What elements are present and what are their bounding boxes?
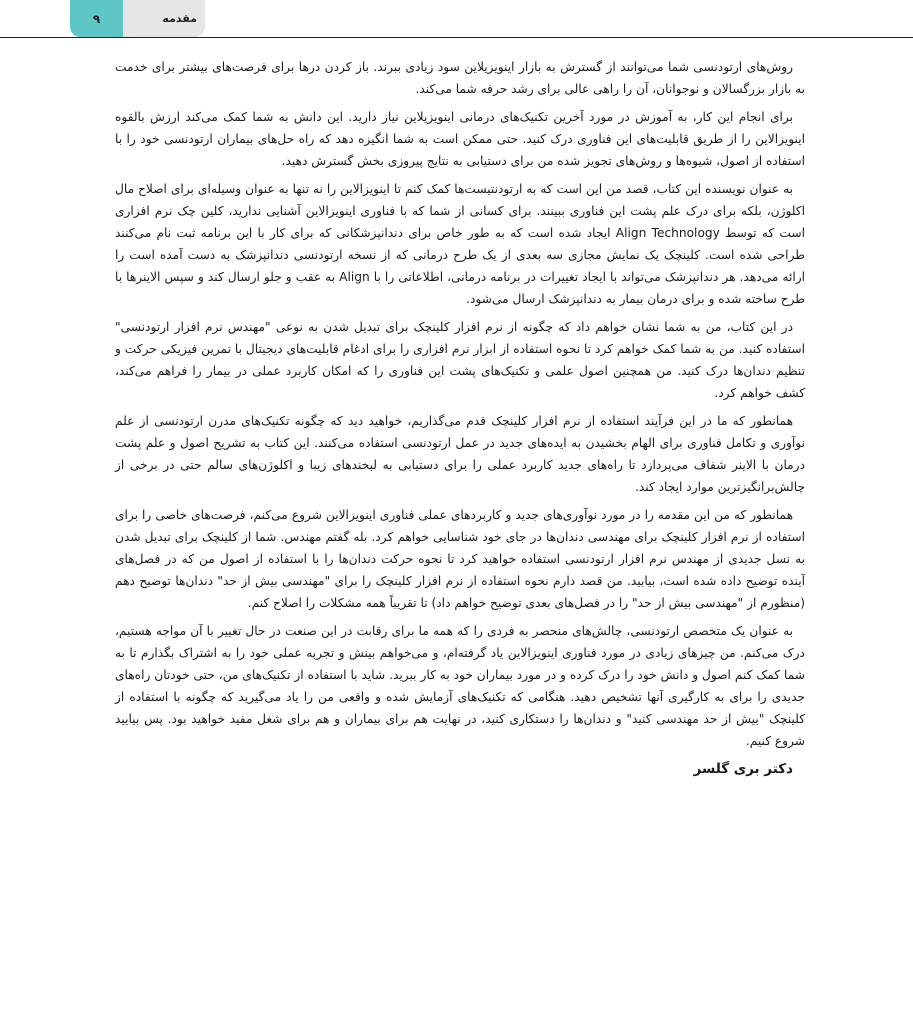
page-number: ۹ xyxy=(70,0,123,37)
author-signature: دکتر بری گلسر xyxy=(693,761,793,777)
paragraph-2: برای انجام این کار، به آموزش در مورد آخرین تکنیک‌های درمانی اینویزیلاین نیاز دارید. این دانش به شما کمک می‌کند ارزش بالقوه اینویزالاین را از طریق قابلیت‌های این فناوری درک کنید. حتی ممکن است به شما انگیزه دهد که راه حل‌های بیماران ارتودنسی خود را با استفاده از اصول، شیوه‌ها و روش‌های تجویز شده من برای دستیابی به نتایج پیروزی بخش گسترش دهید. xyxy=(115,110,805,168)
paragraph-7: به عنوان یک متخصص ارتودنسی، چالش‌های منحصر به فردی را که همه ما برای رقابت در این صنعت در حال تغییر با آن مواجه هستیم، درک می‌کنم. من چیزهای زیادی در مورد فناوری اینویزالاین یاد گرفته‌ام، و می‌خواهم بینش و تجربه عملی خود را به اشتراک بگذارم تا به شما کمک کنم اصول و دانش خود را درک کرده و در مورد بیماران خود به کار ببرید. شاید با استفاده از تکنیک‌های من، حتی خودتان راه‌های جدیدی را برای به کارگیری آنها تشخیص دهید. هنگامی که تکنیک‌های آزمایش شده و واقعی من را یاد می‌گیرید که چگونه با استفاده از کلینچک "بیش از حد مهندسی کنید" و دندان‌ها را دستکاری کنید، در نهایت هم برای بیماران و هم برای شغل مفید خواهید بود. پس بیایید شروع کنیم. xyxy=(115,624,805,748)
page-body xyxy=(115,56,805,1016)
header-divider xyxy=(0,37,913,38)
paragraph-4: در این کتاب، من به شما نشان خواهم داد که چگونه از نرم افزار کلینچک برای تبدیل شدن به نوعی "مهندس نرم افزار ارتودنسی" استفاده کنید. من به شما کمک خواهم کرد تا نحوه استفاده از ابزار نرم افزاری را برای ادغام قابلیت‌های دیجیتال با تمرین فیزیکی حرکت و تنظیم دندان‌ها درک کنید. من همچنین اصول علمی و تکنیک‌های پشت این فناوری را که امکان کاربرد عملی در بیمار را فراهم می‌کند، کشف خواهم کرد. xyxy=(115,320,805,400)
chapter-title: مقدمه xyxy=(123,0,205,37)
paragraph-5: همانطور که ما در این فرآیند استفاده از نرم افزار کلینچک قدم می‌گذاریم، خواهید دید که چگونه تکنیک‌های مدرن ارتودنسی از علم نوآوری و تکامل فناوری برای الهام بخشیدن به ایده‌های جدید در عمل ارتودنسی استفاده می‌کنند. این کتاب به تشریح اصول و علم پشت درمان با الاینر شفاف می‌پردازد تا راه‌های جدید کاربرد عملی را برای دستیابی به لبخندهای زیبا و اکلوژن‌های سالم حتی در برخی از چالش‌برانگیزترین موارد ایجاد کند. xyxy=(115,414,805,494)
paragraph-1: روش‌های ارتودنسی شما می‌توانند از گسترش به بازار اینویزیلاین سود زیادی ببرند. باز کردن درها برای فرصت‌های بیشتر برای خدمت به بازار بزرگسالان و نوجوانان، آن را راهی عالی برای رشد حرفه شما می‌کند. xyxy=(115,60,805,96)
paragraph-3: به عنوان نویسنده این کتاب، قصد من این است که به ارتودنتیست‌ها کمک کنم تا اینویزالاین را نه تنها به عنوان وسیله‌ای برای اصلاح مال اکلوژن، بلکه برای درک علم پشت این فناوری ببینند. برای کسانی از شما که با فناوری اینویزالاین آشنایی ندارید، کلین چک نرم افزاری است که توسط Align Technology ایجاد شده است که به طور خاص برای دندانپزشکانی که برای کار با این برنامه ثبت نام می‌کنند طراحی شده است. کلینچک یک نمایش مجازی سه بعدی از یک طرح درمانی که از نسخه ارتودنسی دندانپزشک به دست آمده است را ارائه می‌دهد. هر دندانپزشک می‌تواند با ایجاد تغییرات در برنامه درمانی، اطلاعاتی را با Align به عقب و جلو ارسال کند و سپس الاینرها با طرح ساخته شده و برای درمان بیمار به دندانپزشک ارسال می‌شود. xyxy=(115,182,805,306)
paragraph-6: همانطور که من این مقدمه را در مورد نوآوری‌های جدید و کاربردهای عملی فناوری اینویزالاین شروع می‌کنم، فرصت‌های خاصی را برای استفاده از نرم افزار کلینچک برای مهندسی دندان‌ها در جای خود شناسایی خواهم کرد. بله گفتم مهندس. شما از کلینچک برای تبدیل شدن به نسل جدیدی از مهندس نرم افزار ارتودنسی استفاده خواهید کرد تا نحوه حرکت دندان‌ها را با استفاده از اصول من که در فصل‌های آینده توضیح داده شده است، بیابید. من قصد دارم نحوه استفاده از نرم افزار کلینچک را برای "مهندسی بیش از حد" دندان‌ها توضیح دهم (منظورم از "مهندسی بیش از حد" را در فصل‌های بعدی توضیح خواهم داد) تا تقریباً همه مشکلات را اصلاح کنم. xyxy=(115,508,805,610)
page-header xyxy=(0,0,913,40)
chapter-tab xyxy=(70,0,205,37)
